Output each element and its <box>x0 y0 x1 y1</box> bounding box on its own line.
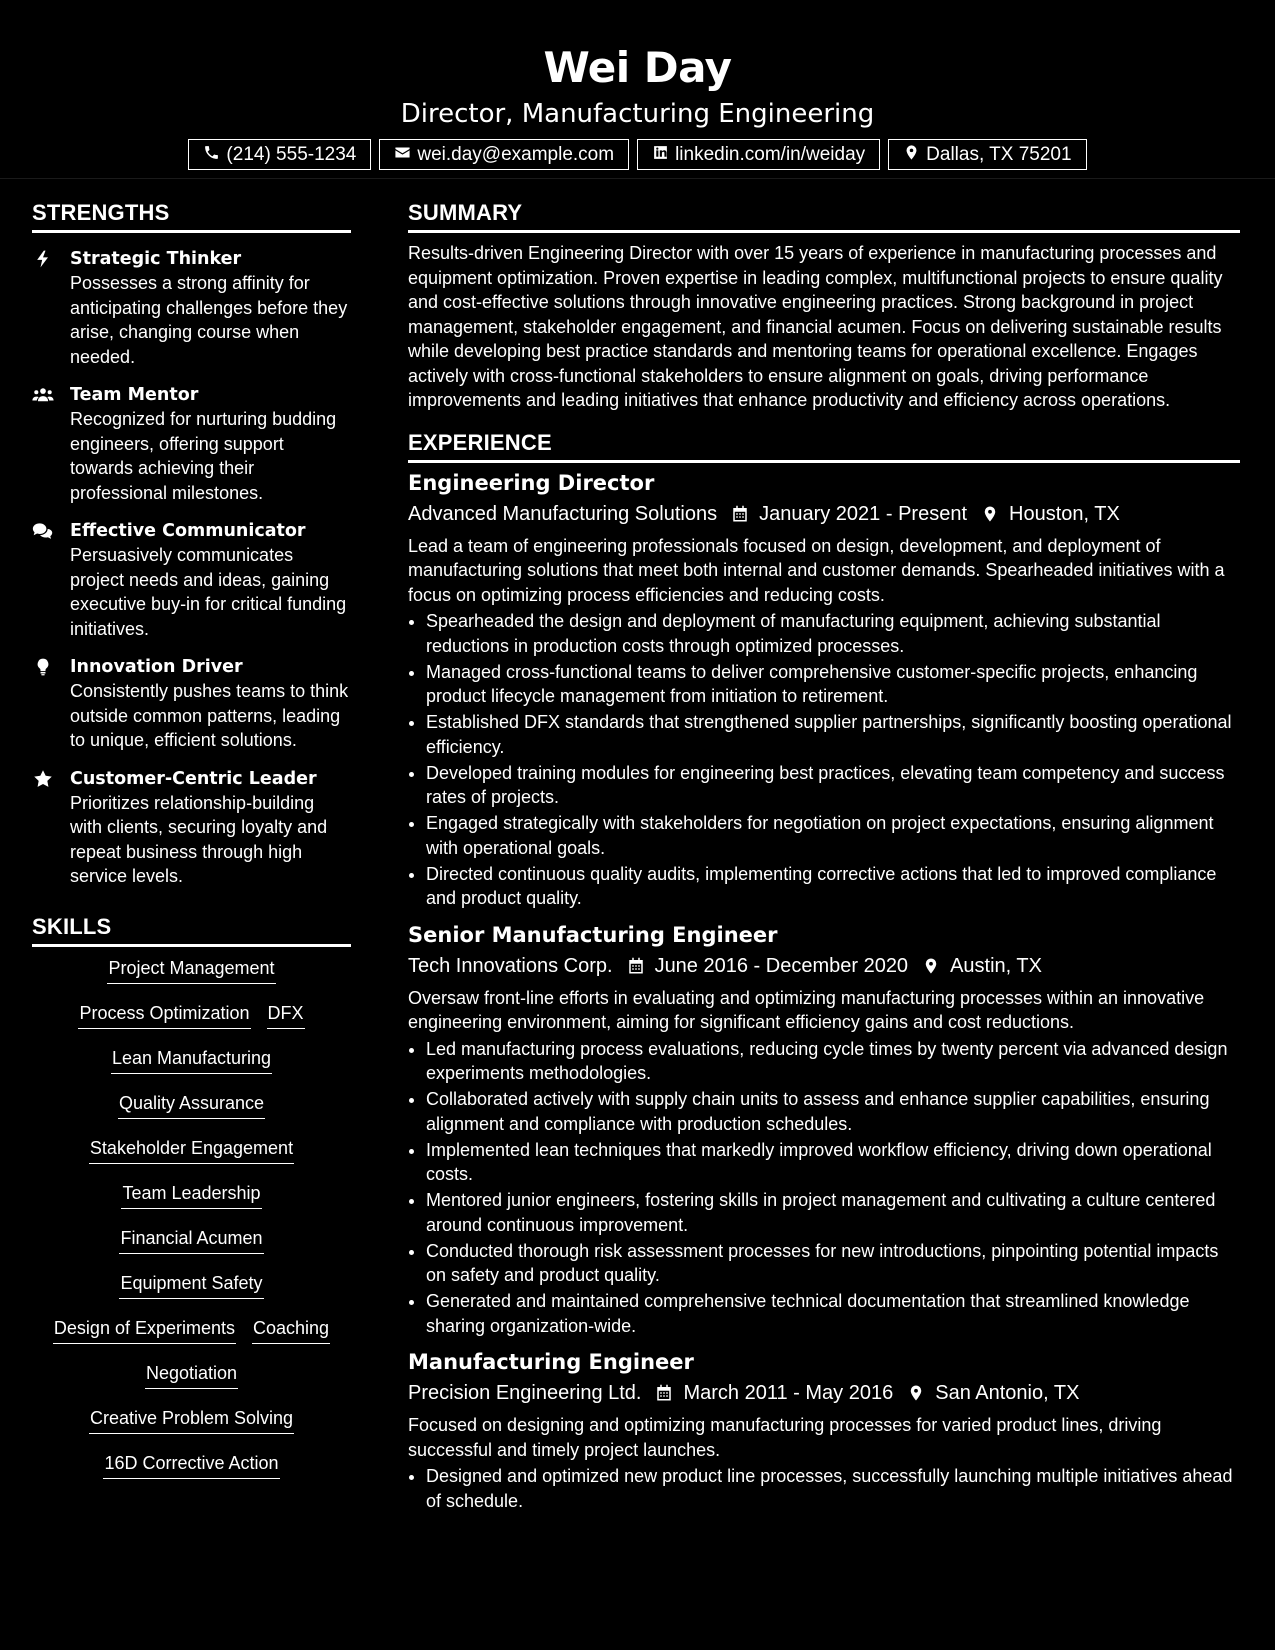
skill-tag: Quality Assurance <box>118 1092 265 1119</box>
chat-bubbles-icon <box>32 519 70 641</box>
skill-tag: Negotiation <box>145 1362 238 1389</box>
calendar-icon <box>731 504 749 524</box>
strength-desc: Prioritizes relationship-building with clients, securing loyalty and repeat business through high service levels. <box>70 792 328 886</box>
job-description: Oversaw front-line efforts in evaluating and optimizing manufacturing processes within an innovative engineering environment, aiming for significant efficiency gains and cost reductions. <box>408 987 1205 1032</box>
contact-linkedin-text[interactable]: linkedin.com/in/weiday <box>675 144 866 165</box>
skill-tag: Project Management <box>107 957 275 984</box>
skill-tag: Team Leadership <box>121 1182 261 1209</box>
strength-desc: Persuasively communicates project needs and ideas, gaining executive buy-in for critical funding initiatives. <box>70 545 347 639</box>
strength-title: Team Mentor <box>70 385 199 405</box>
candidate-name: Wei Day <box>543 43 732 92</box>
job-meta <box>408 1379 1240 1407</box>
job-location: San Antonio, TX <box>935 1382 1080 1404</box>
experience-heading: EXPERIENCE <box>408 427 1240 463</box>
skill-tag: 16D Corrective Action <box>103 1452 279 1479</box>
job-description: Focused on designing and optimizing manufacturing processes for varied product lines, driving successful and timely project launches. <box>408 1415 1162 1460</box>
job-bullet: • Designed and optimized new product line processes, successfully launching multiple initiatives ahead of schedule. <box>426 1464 1240 1513</box>
job-bullet: • Led manufacturing process evaluations, reducing cycle times by twenty percent via advanced design experiments methodologies. <box>426 1037 1240 1086</box>
job-bullet: • Mentored junior engineers, fostering skills in project management and cultivating a culture centered around continuous improvement. <box>426 1188 1240 1237</box>
map-pin-icon <box>981 504 999 524</box>
job-entry <box>408 1348 1240 1513</box>
job-meta <box>408 952 1240 980</box>
map-pin-icon <box>907 1383 925 1403</box>
job-bullet: • Collaborated actively with supply chain units to assess and enhance supplier capabilities, ensuring alignment and compliance with production schedules. <box>426 1087 1240 1136</box>
strength-desc: Recognized for nurturing budding engineers, offering support towards achieving their professional milestones. <box>70 409 337 503</box>
strength-title: Strategic Thinker <box>70 249 242 269</box>
job-dates: January 2021 - Present <box>759 502 967 525</box>
skill-tag: DFX <box>267 1002 305 1029</box>
map-pin-icon <box>903 144 920 165</box>
job-bullet: • Established DFX standards that strengthened supplier partnerships, significantly boosting operational efficiency. <box>426 710 1240 759</box>
strength-item <box>32 519 351 641</box>
strengths-heading: STRENGTHS <box>32 197 351 233</box>
contact-location-text: Dallas, TX 75201 <box>926 144 1072 165</box>
lightbulb-icon <box>32 655 70 753</box>
skills-heading: SKILLS <box>32 911 351 947</box>
skill-tag: Stakeholder Engagement <box>89 1137 294 1164</box>
strength-item <box>32 767 351 889</box>
contact-bar <box>0 139 1275 170</box>
job-bullet: • Conducted thorough risk assessment processes for new introductions, pinpointing potential impacts on safety and product quality. <box>426 1239 1240 1288</box>
job-description: Lead a team of engineering professionals focused on design, development, and deployment of manufacturing solutions that meet both internal and customer demands. Spearheaded initiatives with a focus on optimizing process efficiencies and reducing costs. <box>408 535 1225 605</box>
strength-desc: Consistently pushes teams to think outside common patterns, leading to unique, efficient solutions. <box>70 681 349 750</box>
job-location: Houston, TX <box>1009 502 1120 525</box>
envelope-icon <box>394 144 411 165</box>
job-meta <box>408 500 1240 528</box>
skill-tag: Design of Experiments <box>53 1317 236 1344</box>
job-bullet: • Spearheaded the design and deployment of manufacturing equipment, achieving substantial reductions in production costs through optimized processes. <box>426 609 1240 658</box>
job-company: Tech Innovations Corp. <box>408 954 613 977</box>
strength-title: Effective Communicator <box>70 521 306 541</box>
summary-text: Results-driven Engineering Director with over 15 years of experience in manufacturing processes and equipment optimization. Proven expertise in leading complex, multifunctional projects to ensure quality and cost-effective solutions through innovative engineering practices. Strong background in project management, stakeholder engagement, and financial acumen. Focus on delivering sustainable results while developing best practice standards and mentoring teams for operational excellence. Engages actively with cross-functional stakeholders to ensure alignment on goals, driving performance improvements and leading initiatives that enhance productivity and efficiency across operations. <box>408 243 1223 410</box>
job-entry <box>408 921 1240 1339</box>
skill-tag: Financial Acumen <box>119 1227 263 1254</box>
summary-heading: SUMMARY <box>408 197 1240 233</box>
job-bullet: • Developed training modules for engineering best practices, elevating team competency and success rates of projects. <box>426 761 1240 810</box>
job-dates: March 2011 - May 2016 <box>683 1382 894 1404</box>
left-column <box>32 197 351 1497</box>
users-icon <box>32 383 70 505</box>
job-entry <box>408 469 1240 911</box>
strength-desc: Possesses a strong affinity for anticipating challenges before they arise, changing course when needed. <box>70 273 348 367</box>
job-bullet: • Managed cross-functional teams to deliver comprehensive customer-specific projects, enhancing product lifecycle management from initiation to retirement. <box>426 660 1240 709</box>
header-divider <box>0 178 1275 179</box>
job-location: Austin, TX <box>950 954 1042 977</box>
skill-tag: Lean Manufacturing <box>111 1047 272 1074</box>
calendar-icon <box>627 956 645 976</box>
skill-tag: Process Optimization <box>78 1002 250 1029</box>
job-bullets <box>408 609 1240 911</box>
job-company: Advanced Manufacturing Solutions <box>408 502 718 525</box>
strength-item <box>32 247 351 369</box>
strength-title: Innovation Driver <box>70 657 243 677</box>
job-dates: June 2016 - December 2020 <box>654 954 909 977</box>
contact-linkedin[interactable] <box>637 139 880 170</box>
job-bullet: • Generated and maintained comprehensive technical documentation that streamlined knowledge sharing organization-wide. <box>426 1289 1240 1338</box>
contact-phone <box>188 139 371 170</box>
job-company: Precision Engineering Ltd. <box>408 1382 642 1404</box>
job-title: Manufacturing Engineer <box>408 1350 694 1374</box>
job-bullet: • Engaged strategically with stakeholders for negotiation on project expectations, ensuring alignment with operational goals. <box>426 811 1240 860</box>
contact-location <box>888 139 1086 170</box>
contact-email-text[interactable]: wei.day@example.com <box>417 144 615 165</box>
resume-header <box>0 0 1275 170</box>
job-bullet: • Directed continuous quality audits, implementing corrective actions that led to improved compliance and product quality. <box>426 862 1240 911</box>
job-bullets <box>408 1037 1240 1339</box>
job-bullets <box>408 1464 1240 1513</box>
calendar-icon <box>655 1383 673 1403</box>
candidate-title: Director, Manufacturing Engineering <box>400 99 875 129</box>
right-column <box>408 197 1240 1515</box>
star-icon <box>32 767 70 889</box>
map-pin-icon <box>922 956 940 976</box>
strength-item <box>32 383 351 505</box>
contact-email[interactable] <box>379 139 629 170</box>
linkedin-icon <box>652 144 669 165</box>
lightning-bolt-icon <box>32 247 70 369</box>
skill-tag: Coaching <box>252 1317 330 1344</box>
job-title: Engineering Director <box>408 470 655 495</box>
skill-tag: Creative Problem Solving <box>89 1407 294 1434</box>
contact-phone-text: (214) 555-1234 <box>226 144 357 165</box>
strength-title: Customer-Centric Leader <box>70 768 317 789</box>
skill-tag: Equipment Safety <box>119 1272 263 1299</box>
skills-list <box>32 957 351 1497</box>
phone-icon <box>203 144 220 165</box>
strength-item <box>32 655 351 753</box>
job-bullet: • Implemented lean techniques that markedly improved workflow efficiency, driving down operational costs. <box>426 1138 1240 1187</box>
experience-list <box>408 469 1240 1514</box>
job-title: Senior Manufacturing Engineer <box>408 922 778 947</box>
